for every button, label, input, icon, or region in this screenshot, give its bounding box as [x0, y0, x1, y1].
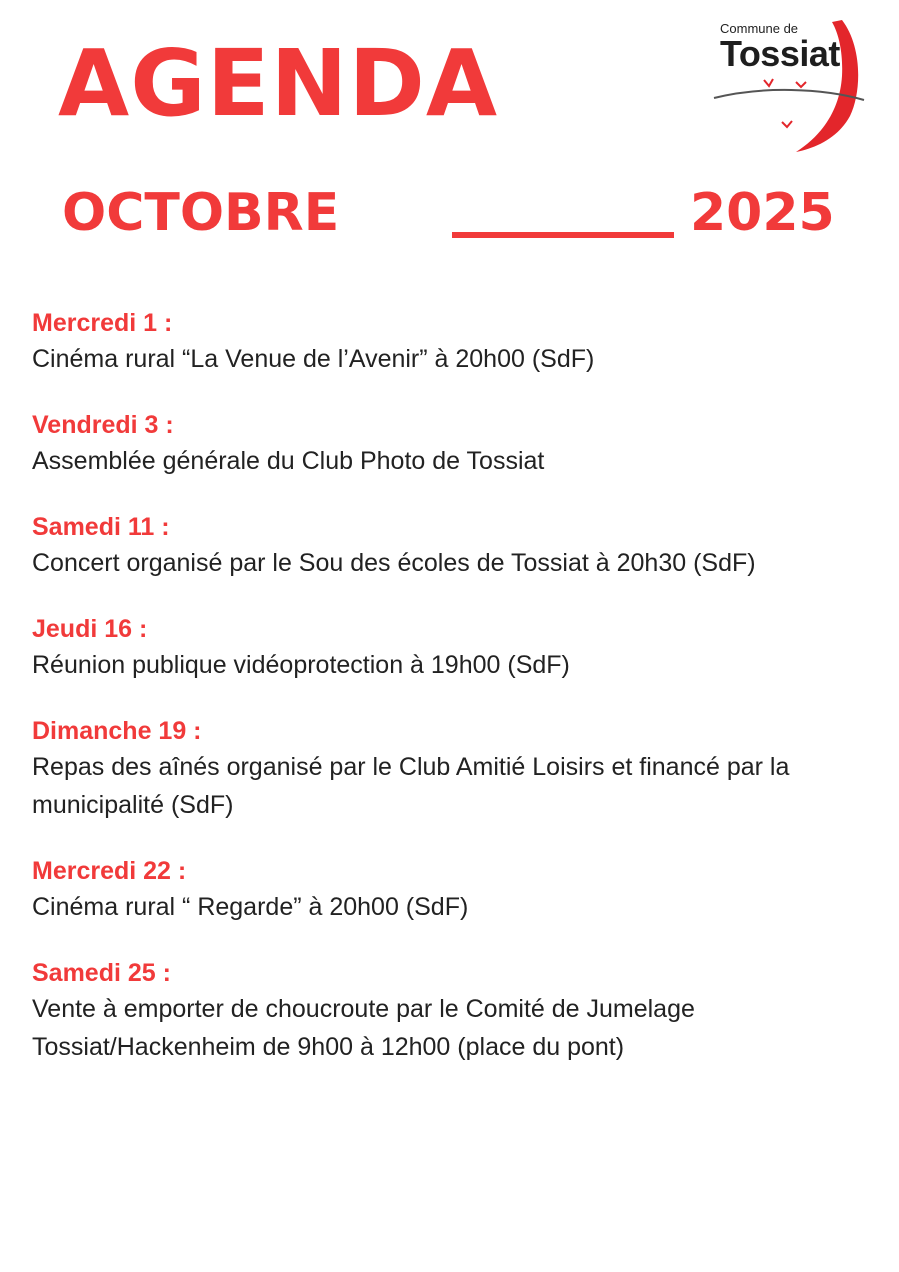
- list-item: [32, 956, 872, 1066]
- list-item: [32, 612, 872, 684]
- list-item: [32, 714, 872, 824]
- event-day: Dimanche 19 :: [32, 717, 202, 745]
- header-divider: [452, 232, 674, 238]
- event-day: Vendredi 3 :: [32, 411, 174, 439]
- logo-line-1: Commune de: [720, 21, 799, 36]
- month-label: OCTOBRE: [62, 183, 340, 243]
- commune-logo: [712, 16, 868, 154]
- event-day: Jeudi 16 :: [32, 615, 148, 643]
- event-day: Samedi 11 :: [32, 513, 170, 541]
- event-description: Vente à emporter de choucroute par le Comité de Jumelage Tossiat/Hackenheim de 9h00 à 12h00 (place du pont): [32, 995, 695, 1061]
- event-description: Réunion publique vidéoprotection à 19h00 (SdF): [32, 651, 570, 679]
- event-description: Cinéma rural “ Regarde” à 20h00 (SdF): [32, 893, 469, 921]
- year-label: 2025: [690, 183, 835, 243]
- event-day: Mercredi 1 :: [32, 309, 173, 337]
- event-day: Mercredi 22 :: [32, 857, 187, 885]
- list-item: [32, 510, 872, 582]
- event-description: Repas des aînés organisé par le Club Amitié Loisirs et financé par la municipalité (SdF): [32, 753, 790, 819]
- page-title: AGENDA: [58, 30, 499, 137]
- list-item: [32, 854, 872, 926]
- event-description: Cinéma rural “La Venue de l’Avenir” à 20h00 (SdF): [32, 345, 595, 373]
- event-description: Assemblée générale du Club Photo de Tossiat: [32, 447, 545, 475]
- event-list: [32, 306, 872, 1096]
- list-item: [32, 306, 872, 378]
- event-day: Samedi 25 :: [32, 959, 171, 987]
- logo-line-2: Tossiat: [720, 33, 840, 74]
- event-description: Concert organisé par le Sou des écoles de Tossiat à 20h30 (SdF): [32, 549, 756, 577]
- list-item: [32, 408, 872, 480]
